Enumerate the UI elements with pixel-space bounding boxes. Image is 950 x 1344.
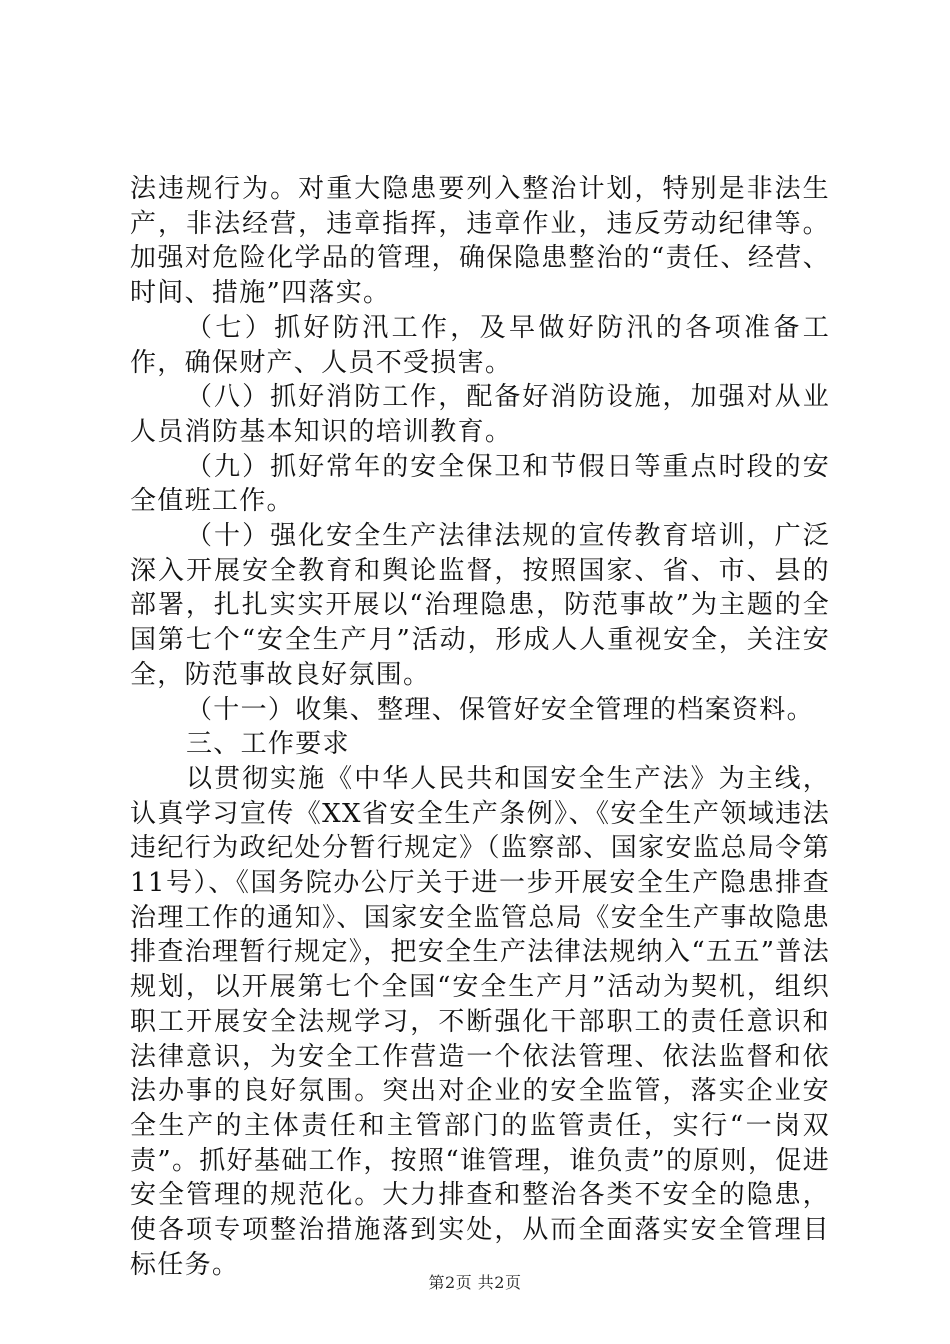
paragraph-item-11: （十一）收集、整理、保管好安全管理的档案资料。 [186,694,814,725]
section-heading-3: 三、工作要求 [186,729,350,760]
page-number-footer: 第2页 共2页 [428,1273,522,1292]
paragraph-item-7: （七）抓好防汛工作，及早做好防汛的各项准备工作，确保财产、人员不受损害。 [130,312,830,378]
paragraph-item-9: （九）抓好常年的安全保卫和节假日等重点时段的安全值班工作。 [130,451,830,517]
paragraph-item-8: （八）抓好消防工作，配备好消防设施，加强对从业人员消防基本知识的培训教育。 [130,382,830,447]
paragraph-requirements: 以贯彻实施《中华人民共和国安全生产法》为主线，认真学习宣传《XX省安全生产条例》、《安全生产领域违法违纪行为政纪处分暂行规定》（监察部、国家安监总局令第11号）、《国务院办公厅关于进一步开展安全生产隐患排查治理工作的通知》、国家安全监管总局《安全生产事故隐患排查治理暂行规定》，把安全生产法律法规纳入“五五”普法规划，以开展第七个全国“安全生产月”活动为契机，组织职工开展安全法规学习，不断强化干部职工的责任意识和法律意识，为安全工作营造一个依法管理、依法监督和依法办事的良好氛围。突出对企业的安全监管，落实企业安全生产的主体责任和主管部门的监管责任，实行“一岗双责”。抓好基础工作，按照“谁管理，谁负责”的原则，促进安全管理的规范化。大力排查和整治各类不安全的隐患，使各项专项整治措施落到实处，从而全面落实安全管理目标任务。 [130,763,830,1280]
document-body [130,172,830,1283]
paragraph-item-10: （十）强化安全生产法律法规的宣传教育培训，广泛深入开展安全教育和舆论监督，按照国家、省、市、县的部署，扎扎实实开展以“治理隐患，防范事故”为主题的全国第七个“安全生产月”活动，形成人人重视安全，关注安全，防范事故良好氛围。 [130,521,830,690]
paragraph-continuation: 法违规行为。对重大隐患要列入整治计划，特别是非法生产，非法经营，违章指挥，违章作业，违反劳动纪律等。加强对危险化学品的管理，确保隐患整治的“责任、经营、时间、措施”四落实。 [130,174,830,309]
